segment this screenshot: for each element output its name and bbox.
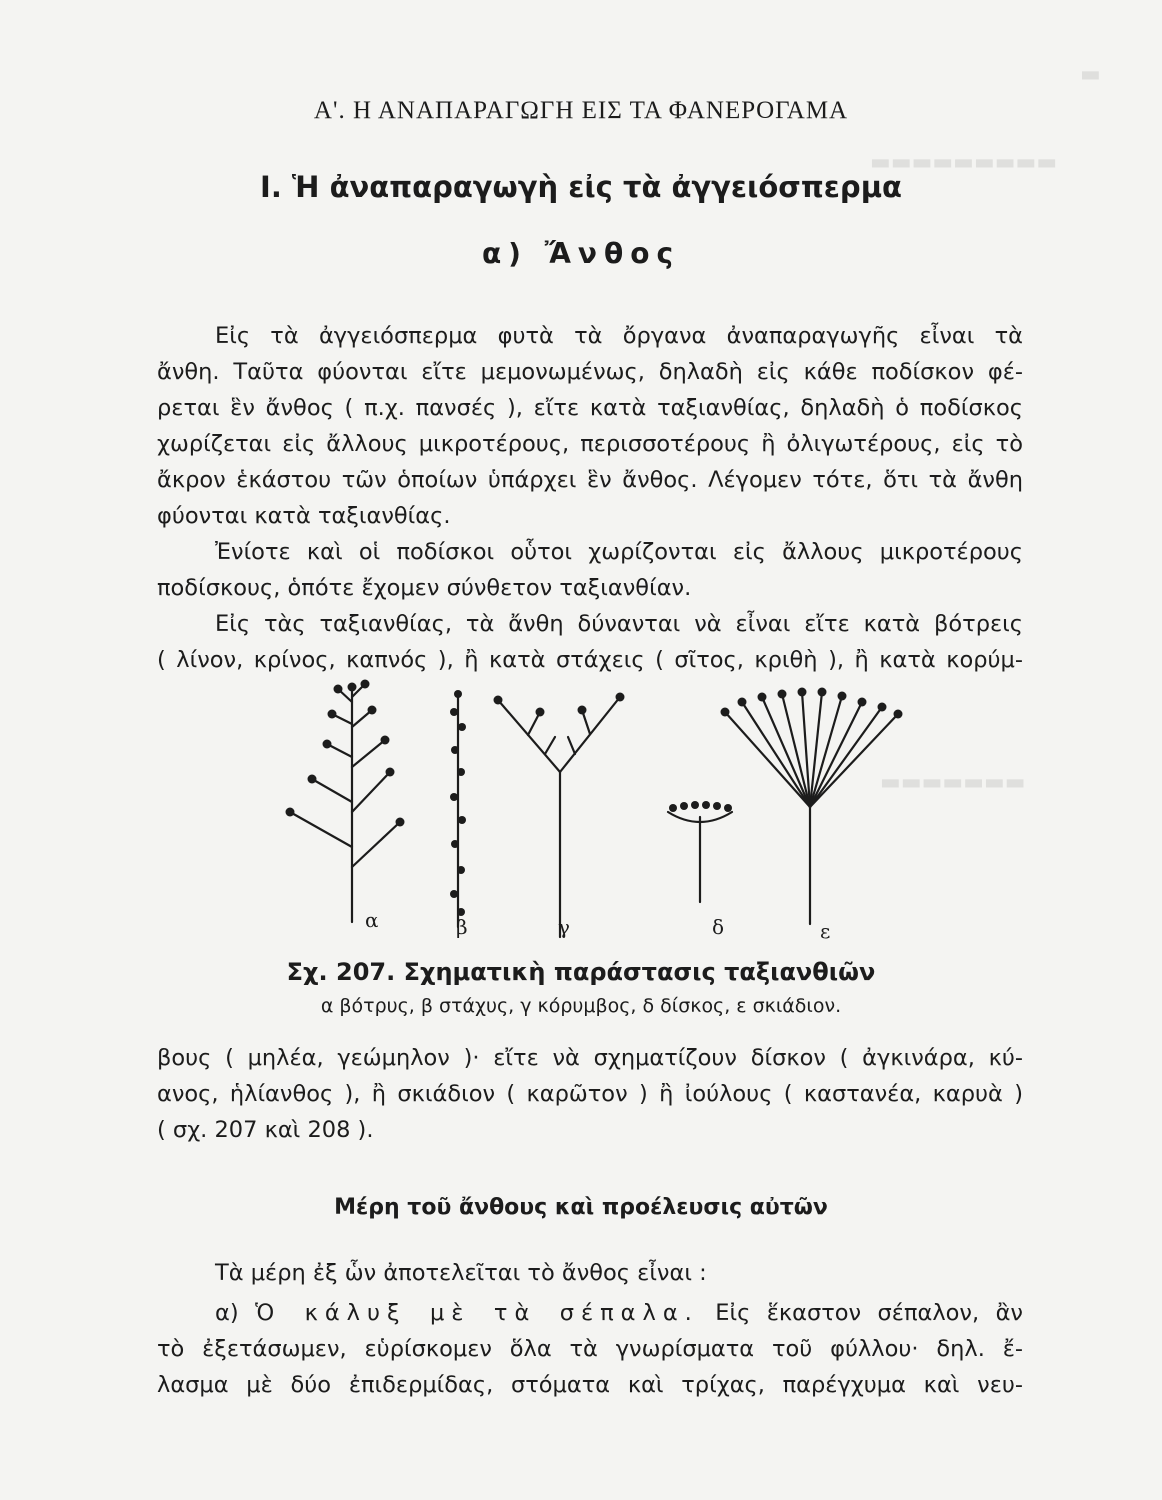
figure-caption: Σχ. 207. Σχηματικὴ παράστασις ταξιανθιῶν (286, 958, 876, 986)
figure-label-e: ε (820, 919, 831, 942)
figure-label-b: β (456, 915, 468, 939)
text-line: λασμα μὲ δύο ἐπιδερμίδας, στόματα καὶ τρίχας, παρέγχυμα καὶ νευ- (157, 1372, 1023, 1398)
text-line: βους ( μηλέα, γεώμηλον )· εἴτε νὰ σχηματίζουν δίσκον ( ἀγκινάρα, κύ- (157, 1045, 1023, 1071)
inflorescence-figure (270, 672, 920, 942)
corymb-diagram (498, 697, 620, 937)
figure-caption-detail: α βότρυς, β στάχυς, γ κόρυμβος, δ δίσκος, ε σκιάδιον. (320, 995, 842, 1017)
text-line: ανος, ἡλίανθος ), ἢ σκιάδιον ( καρῶτον ) ἢ ἰούλους ( καστανέα, καρυὰ ) (157, 1081, 1023, 1107)
text-line: φύονται κατὰ ταξιανθίας. (157, 503, 451, 529)
text-line: ( σχ. 207 καὶ 208 ). (157, 1117, 374, 1143)
text-line: χωρίζεται εἰς ἄλλους μικροτέρους, περισσοτέρους ἢ ὀλιγωτέρους, εἰς τὸ (157, 431, 1023, 457)
item-a-marker: α) (215, 1300, 239, 1326)
disk-diagram (668, 812, 732, 902)
text-line: ( λίνον, κρίνος, καπνός ), ἢ κατὰ στάχεις ( σῖτος, κριθὴ ), ἢ κατὰ κορύμ- (157, 647, 1023, 673)
text-line: Εἰς τὰς ταξιανθίας, τὰ ἄνθη δύνανται νὰ εἶναι εἴτε κατὰ βότρεις (215, 611, 1023, 637)
figure-label-a: α (365, 908, 379, 932)
figure-label-d: δ (712, 915, 725, 939)
parts-intro: Τὰ μέρη ἐξ ὧν ἀποτελεῖται τὸ ἄνθος εἶναι : (215, 1260, 707, 1286)
subsection-heading: α) Ἄνθος (481, 237, 681, 270)
text-line: ἄνθη. Ταῦτα φύονται εἴτε μεμονωμένως, δηλαδὴ εἰς κάθε ποδίσκον φέ- (157, 359, 1023, 385)
text-line: Εἰς τὰ ἀγγειόσπερμα φυτὰ τὰ ὄργανα ἀναπαραγωγῆς εἶναι τὰ (215, 323, 1023, 349)
chapter-heading: Α'. Η ΑΝΑΠΑΡΑΓΩΓΗ ΕΙΣ ΤΑ ΦΑΝΕΡΟΓΑΜΑ (313, 97, 849, 124)
umbel-diagram (725, 692, 898, 924)
bleed-through: ▬ (1080, 62, 1101, 87)
item-a-text: Εἰς ἕκαστον σέπαλον, ἂν (715, 1300, 1023, 1326)
item-a-title: Ὁ κάλυξ μὲ τὰ σέπαλα. (255, 1300, 699, 1326)
raceme-diagram (290, 684, 400, 922)
text-line: ποδίσκους, ὁπότε ἔχομεν σύνθετον ταξιανθίαν. (157, 575, 692, 601)
text-line: ἄκρον ἑκάστου τῶν ὁποίων ὑπάρχει ἓν ἄνθος. Λέγομεν τότε, ὅτι τὰ ἄνθη (157, 467, 1023, 493)
figure-label-c: γ (558, 915, 570, 939)
text-line: ρεται ἓν ἄνθος ( π.χ. πανσές ), εἴτε κατὰ ταξιανθίας, δηλαδὴ ὁ ποδίσκος (157, 395, 1023, 421)
text-line: τὸ ἐξετάσωμεν, εὑρίσκομεν ὅλα τὰ γνωρίσματα τοῦ φύλλου· δηλ. ἔ- (157, 1336, 1023, 1362)
text-line: Ἐνίοτε καὶ οἱ ποδίσκοι οὗτοι χωρίζονται εἰς ἄλλους μικροτέρους (215, 539, 1023, 565)
bleed-through: ▬▬▬▬▬▬▬ (880, 770, 1026, 795)
bleed-through: ▬▬▬▬▬▬▬▬▬ (870, 150, 1058, 175)
parts-heading: Μέρη τοῦ ἄνθους καὶ προέλευσις αὐτῶν (334, 1195, 828, 1220)
section-heading: Ι. Ἡ ἀναπαραγωγὴ εἰς τὰ ἀγγειόσπερμα (260, 170, 902, 204)
item-a-first-line (157, 1295, 1023, 1332)
